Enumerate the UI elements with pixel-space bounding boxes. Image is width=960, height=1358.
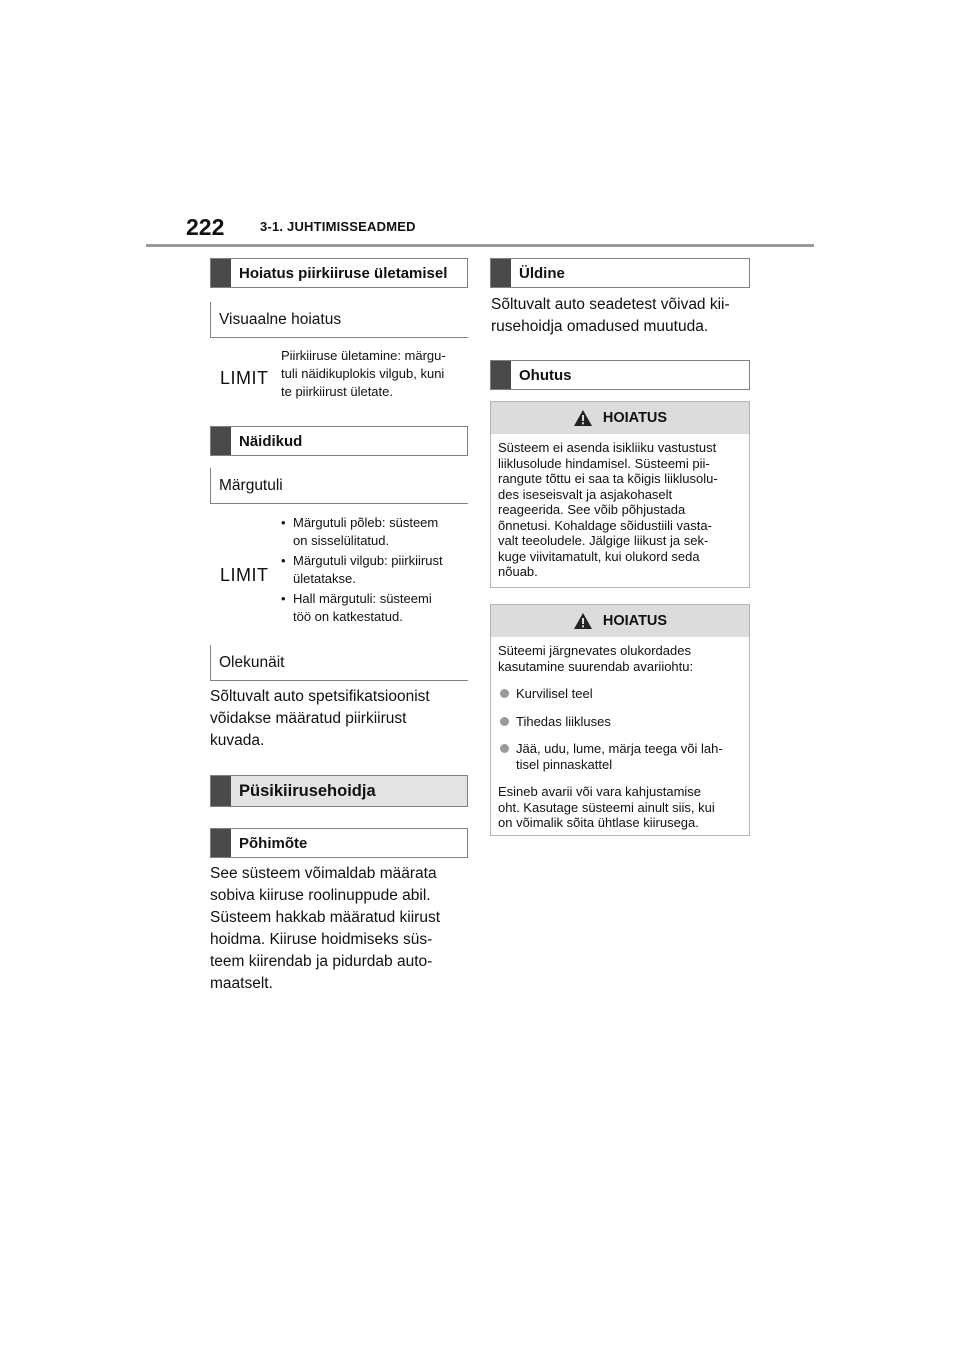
heading-text: Üldine <box>519 264 565 282</box>
text-line: reageerida. See võib põhjustada <box>498 502 686 517</box>
heading-bar <box>211 427 231 455</box>
text-line: Süteemi järgnevates olukordades <box>498 643 691 658</box>
principle-text <box>210 863 470 995</box>
page-number: 222 <box>186 214 225 240</box>
text-line: Süsteem ei asenda isikliiku vastustust <box>498 440 717 455</box>
text-line: des iseseisvalt ja asjakohaselt <box>498 486 673 502</box>
text-line: on võimalik sõita ühtlase kiirusega. <box>498 815 699 830</box>
heading-text: Ohutus <box>519 366 572 384</box>
text-line: nõuab. <box>498 564 538 579</box>
warning-triangle-icon <box>573 612 593 630</box>
chapter-title: 3-1. JUHTIMISSEADMED <box>260 219 416 234</box>
warning-box <box>490 401 750 588</box>
text-line: oht. Kasutage süsteemi ainult siis, kui <box>498 799 715 815</box>
list-item: • Märgutuli põleb: süsteem on sisselülitatud. <box>281 514 471 550</box>
text-line: kuge viivitamatult, kui olukord seda <box>498 548 700 564</box>
text-line: Esineb avarii või vara kahjustamise <box>498 784 702 799</box>
text-line: teem kiirendab ja pidurdab auto- <box>210 953 433 970</box>
indicator-list <box>281 514 471 628</box>
subhead-indicator-light: Märgutuli <box>210 468 468 504</box>
text-line: maatselt. <box>210 975 273 992</box>
warning-header <box>491 402 749 434</box>
heading-safety <box>490 360 750 390</box>
subhead-visual-warning: Visuaalne hoiatus <box>210 302 468 338</box>
list-item: Kurvilisel teel <box>498 686 741 702</box>
list-item: Tihedas liikluses <box>498 714 741 730</box>
warning-triangle-icon <box>573 409 593 427</box>
warning-header <box>491 605 749 637</box>
text-line: Sõltuvalt auto spetsifikatsioonist <box>210 688 430 705</box>
text-line: Sõltuvalt auto seadetest võivad kii- <box>491 296 730 313</box>
text-line: Piirkiiruse ületamine: märgu- <box>281 348 446 363</box>
warning-title: HOIATUS <box>602 410 668 426</box>
header-rule <box>146 244 814 247</box>
heading-bar <box>491 361 511 389</box>
heading-speed-warning <box>210 258 468 288</box>
warning-body <box>491 434 749 588</box>
heading-text: Hoiatus piirkiiruse ületamisel <box>239 264 448 282</box>
subhead-status-display: Olekunäit <box>210 645 468 681</box>
hazard-list <box>498 686 741 772</box>
heading-bar <box>211 829 231 857</box>
list-item: Jää, udu, lume, märja teega või lah- tisel pinnaskattel <box>498 741 741 772</box>
warning-outro <box>498 784 741 831</box>
heading-principle <box>210 828 468 858</box>
limit-indicator-icon: LIMIT <box>220 565 269 585</box>
heading-indicators <box>210 426 468 456</box>
warning-body <box>491 637 749 839</box>
text-line: valt teeoludele. Jälgige liikust ja sek- <box>498 533 709 548</box>
text-line: hoidma. Kiiruse hoidmiseks süs- <box>210 931 433 948</box>
warning-title: HOIATUS <box>602 613 668 629</box>
text-line: rusehoidja omadused muutuda. <box>491 318 709 335</box>
text-line: liiklusolude hindamisel. Süsteemi pii- <box>498 455 710 471</box>
text-line: See süsteem võimaldab määrata <box>210 865 437 882</box>
general-text <box>491 294 753 338</box>
status-text <box>210 686 470 752</box>
limit-indicator-icon: LIMIT <box>220 368 269 388</box>
text-line: võidakse määratud piirkiirust <box>210 710 407 727</box>
list-item: • Hall märgutuli: süsteemi töö on katkestatud. <box>281 590 471 626</box>
heading-general <box>490 258 750 288</box>
text-line: kasutamine suurendab avariiohtu: <box>498 658 694 674</box>
heading-text: Näidikud <box>239 432 303 450</box>
text-line: rangute tõttu ei saa ta kõigis liiklusolu- <box>498 471 718 486</box>
text-line: te piirkiirust ületate. <box>281 384 393 399</box>
text-line: õnnetusi. Kohaldage sõidustiili vasta- <box>498 517 712 533</box>
text-line: kuvada. <box>210 732 265 749</box>
visual-warning-text <box>281 347 471 401</box>
warning-box <box>490 604 750 836</box>
heading-bar <box>211 259 231 287</box>
text-line: sobiva kiiruse roolinuppude abil. <box>210 887 431 904</box>
heading-text: Püsikiirusehoidja <box>239 781 376 800</box>
text-line: tuli näidikuplokis vilgub, kuni <box>281 366 445 381</box>
heading-cruise-control <box>210 775 468 807</box>
heading-bar <box>491 259 511 287</box>
list-item: • Märgutuli vilgub: piirkiirust ületatakse. <box>281 552 471 588</box>
heading-text: Põhimõte <box>239 834 308 852</box>
text-line: Süsteem hakkab määratud kiirust <box>210 909 441 926</box>
heading-bar <box>211 776 231 806</box>
